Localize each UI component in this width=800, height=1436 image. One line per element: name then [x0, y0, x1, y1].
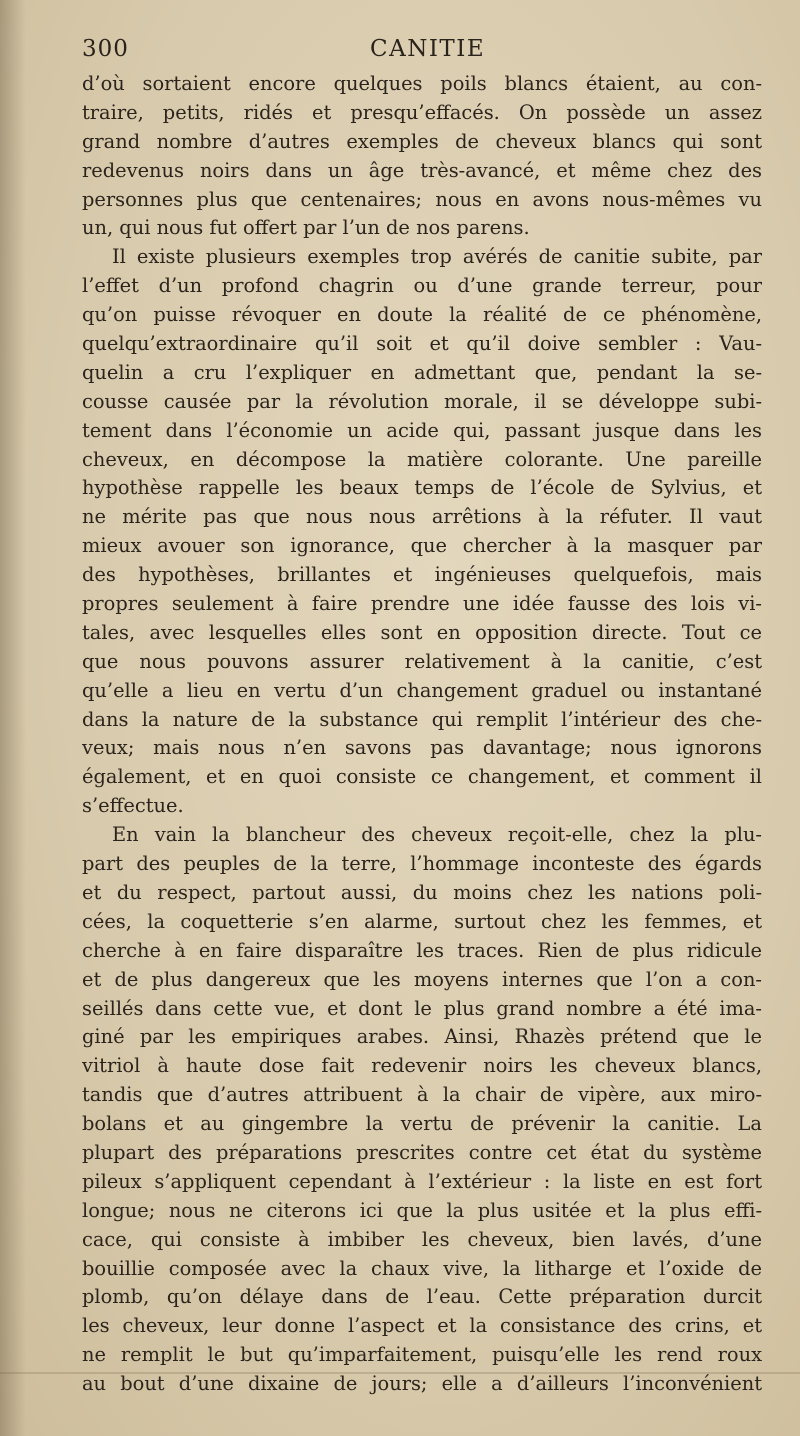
text-line: giné par les empiriques arabes. Ainsi, Rhazès prétend que le	[82, 1025, 762, 1049]
text-line: s’effectue.	[82, 794, 184, 818]
text-line: et de plus dangereux que les moyens internes que l’on a con-	[82, 967, 762, 991]
text-line: longue; nous ne citerons ici que la plus usitée et la plus effi-	[82, 1198, 762, 1222]
text-line: cheveux, en décompose la matière colorante. Une pareille	[82, 447, 762, 471]
text-line: bouillie composée avec la chaux vive, la litharge et l’oxide de	[82, 1256, 762, 1280]
text-line: quelqu’extraordinaire qu’il soit et qu’il doive sembler : Vau-	[82, 332, 762, 356]
text-line: tandis que d’autres attribuent à la chair de vipère, aux miro-	[82, 1083, 762, 1107]
text-line: traire, petits, ridés et presqu’effacés. On possède un assez	[82, 100, 762, 124]
text-line: plupart des préparations prescrites contre cet état du système	[82, 1140, 762, 1164]
text-line: un, qui nous fut offert par l’un de nos parens.	[82, 216, 530, 240]
text-line: des hypothèses, brillantes et ingénieuses quelquefois, mais	[82, 563, 762, 587]
text-line: ne remplit le but qu’imparfaitement, puisqu’elle les rend roux	[82, 1343, 762, 1367]
text-line: qu’on puisse révoquer en doute la réalité de ce phénomène,	[82, 303, 762, 327]
text-line: En vain la blancheur des cheveux reçoit-elle, chez la plu-	[112, 823, 762, 847]
text-line: et du respect, partout aussi, du moins chez les nations poli-	[82, 880, 762, 904]
text-line: également, et en quoi consiste ce changement, et comment il	[82, 765, 762, 789]
text-line: vitriol à haute dose fait redevenir noirs les cheveux blancs,	[82, 1054, 762, 1078]
text-line: cousse causée par la révolution morale, il se développe subi-	[82, 389, 762, 413]
text-line: Il existe plusieurs exemples trop avérés de canitie subite, par	[112, 245, 762, 269]
text-line: l’effet d’un profond chagrin ou d’une grande terreur, pour	[82, 274, 762, 298]
text-line: hypothèse rappelle les beaux temps de l’école de Sylvius, et	[82, 476, 762, 500]
page-header	[82, 36, 762, 70]
text-line: mieux avouer son ignorance, que chercher à la masquer par	[82, 534, 762, 558]
text-line: tement dans l’économie un acide qui, passant jusque dans les	[82, 418, 762, 442]
text-line: ne mérite pas que nous nous arrêtions à la réfuter. Il vaut	[82, 505, 762, 529]
running-title: CANITIE	[370, 36, 486, 62]
text-line: cherche à en faire disparaître les traces. Rien de plus ridicule	[82, 938, 762, 962]
page-number: 300	[82, 36, 129, 62]
text-line: personnes plus que centenaires; nous en avons nous-mêmes vu	[82, 187, 762, 211]
text-line: d’où sortaient encore quelques poils blancs étaient, au con-	[82, 72, 762, 95]
text-line: redevenus noirs dans un âge très-avancé, et même chez des	[82, 158, 762, 182]
text-line: tales, avec lesquelles elles sont en opposition directe. Tout ce	[82, 620, 762, 644]
text-line: bolans et au gingembre la vertu de prévenir la canitie. La	[82, 1112, 762, 1136]
text-line: qu’elle a lieu en vertu d’un changement graduel ou instantané	[82, 678, 762, 702]
text-line: propres seulement à faire prendre une idée fausse des lois vi-	[82, 592, 762, 616]
text-line: cace, qui consiste à imbiber les cheveux, bien lavés, d’une	[82, 1227, 762, 1251]
text-line: cées, la coquetterie s’en alarme, surtout chez les femmes, et	[82, 909, 762, 933]
text-line: dans la nature de la substance qui remplit l’intérieur des che-	[82, 707, 762, 731]
text-line: seillés dans cette vue, et dont le plus grand nombre a été ima-	[82, 996, 762, 1020]
binding-shadow	[0, 0, 26, 1436]
text-line: au bout d’une dixaine de jours; elle a d’ailleurs l’inconvénient	[82, 1372, 762, 1396]
text-line: pileux s’appliquent cependant à l’extérieur : la liste en est fort	[82, 1169, 762, 1193]
page-fold-line	[0, 1372, 800, 1374]
body-text	[82, 70, 762, 1399]
text-line: plomb, qu’on délaye dans de l’eau. Cette préparation durcit	[82, 1285, 762, 1309]
text-line: grand nombre d’autres exemples de cheveux blancs qui sont	[82, 129, 762, 153]
text-line: les cheveux, leur donne l’aspect et la consistance des crins, et	[82, 1314, 762, 1338]
text-line: que nous pouvons assurer relativement à la canitie, c’est	[82, 649, 762, 673]
text-line: quelin a cru l’expliquer en admettant que, pendant la se-	[82, 360, 762, 384]
text-line: veux; mais nous n’en savons pas davantage; nous ignorons	[82, 736, 762, 760]
text-line: part des peuples de la terre, l’hommage inconteste des égards	[82, 852, 762, 876]
